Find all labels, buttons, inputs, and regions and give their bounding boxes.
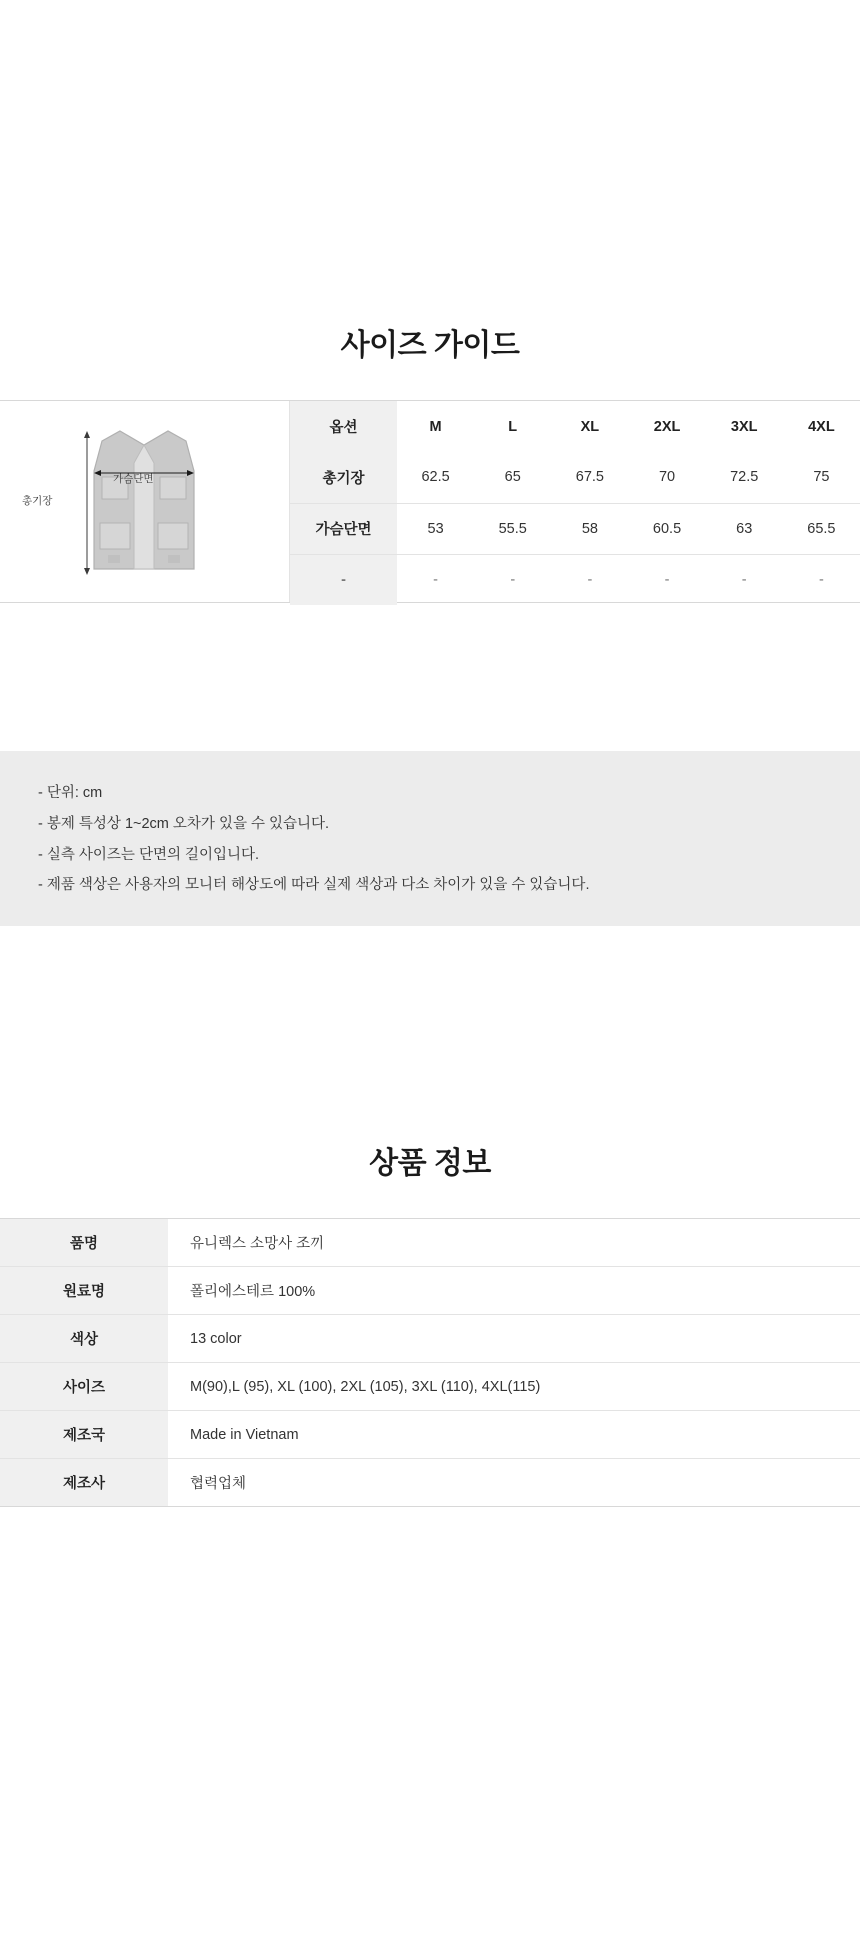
page-title-size-guide: 사이즈 가이드 <box>340 328 520 362</box>
note-item: - 봉제 특성상 1~2cm 오차가 있을 수 있습니다. <box>38 815 330 832</box>
figure-label-total-length: 총기장 <box>22 495 53 507</box>
size-cell: 70 <box>628 452 705 503</box>
info-value-product-name: 유니렉스 소망사 조끼 <box>168 1219 860 1267</box>
info-value-country: Made in Vietnam <box>168 1411 860 1459</box>
info-label-country: 제조국 <box>0 1411 168 1459</box>
size-cell: 63 <box>706 503 783 554</box>
table-header-row <box>290 401 860 452</box>
info-value-manufacturer: 협력업체 <box>190 1476 247 1492</box>
size-row-label-chest-width: 가슴단면 <box>290 503 397 554</box>
size-column-header-4xl: 4XL <box>808 418 835 435</box>
page-title-product-info: 상품 정보 <box>369 1146 491 1180</box>
table-row <box>0 1219 860 1267</box>
size-cell: 67.5 <box>551 452 628 503</box>
product-info-table-wrapper <box>0 1218 860 1507</box>
size-column-header-xl: XL <box>580 418 600 435</box>
size-cell: - <box>664 571 670 588</box>
size-table-corner-header: 옵션 <box>290 401 397 452</box>
size-cell: - <box>818 571 824 588</box>
size-row-label-total-length: 총기장 <box>290 452 397 503</box>
size-column-header-l: L <box>508 418 518 435</box>
product-info-table <box>0 1218 860 1507</box>
info-label-color: 색상 <box>0 1315 168 1363</box>
note-item: - 실측 사이즈는 단면의 길이입니다. <box>38 846 260 863</box>
size-cell: 62.5 <box>397 452 474 503</box>
note-item: - 단위: cm <box>38 785 103 801</box>
info-label-size: 사이즈 <box>0 1363 168 1411</box>
size-column-header-3xl: 3XL <box>730 418 758 435</box>
info-label-product-name: 품명 <box>0 1219 168 1267</box>
figure-label-chest-width: 가슴단면 <box>113 473 154 485</box>
table-row <box>0 1411 860 1459</box>
info-value-material: 폴리에스테르 100% <box>168 1267 860 1315</box>
size-cell: - <box>510 571 516 588</box>
info-value-color: 13 color <box>168 1315 860 1363</box>
table-row <box>290 503 860 554</box>
vest-illustration-icon <box>78 419 210 587</box>
table-row <box>0 1267 860 1315</box>
size-cell: - <box>741 571 747 588</box>
note-item: - 제품 색상은 사용자의 모니터 해상도에 따라 실제 색상과 다소 차이가 있을 수 있습니다. <box>38 877 590 894</box>
info-value-size: M(90),L (95), XL (100), 2XL (105), 3XL (110), 4XL(115) <box>168 1363 860 1411</box>
info-label-material: 원료명 <box>0 1267 168 1315</box>
size-table <box>290 401 860 605</box>
size-cell: 65.5 <box>783 503 860 554</box>
size-notes-list <box>0 751 860 897</box>
size-cell: - <box>587 571 593 588</box>
size-notes-box <box>0 751 860 926</box>
size-cell: 75 <box>783 452 860 503</box>
size-row-label-empty: - <box>290 554 397 605</box>
table-row <box>290 554 860 605</box>
size-cell: - <box>433 571 438 588</box>
size-cell: 53 <box>397 503 474 554</box>
size-cell: 65 <box>474 452 551 503</box>
size-column-header-2xl: 2XL <box>653 418 681 435</box>
table-row <box>0 1459 860 1507</box>
size-column-header-m: M <box>429 418 442 435</box>
table-row <box>0 1315 860 1363</box>
vest-figure <box>0 401 290 602</box>
table-row <box>290 452 860 503</box>
table-row <box>0 1363 860 1411</box>
size-cell: 72.5 <box>706 452 783 503</box>
size-cell: 58 <box>551 503 628 554</box>
size-cell: 60.5 <box>628 503 705 554</box>
size-cell: 55.5 <box>474 503 551 554</box>
size-table-wrapper <box>290 401 860 602</box>
info-label-manufacturer: 제조사 <box>0 1459 168 1507</box>
size-guide-block <box>0 400 860 603</box>
